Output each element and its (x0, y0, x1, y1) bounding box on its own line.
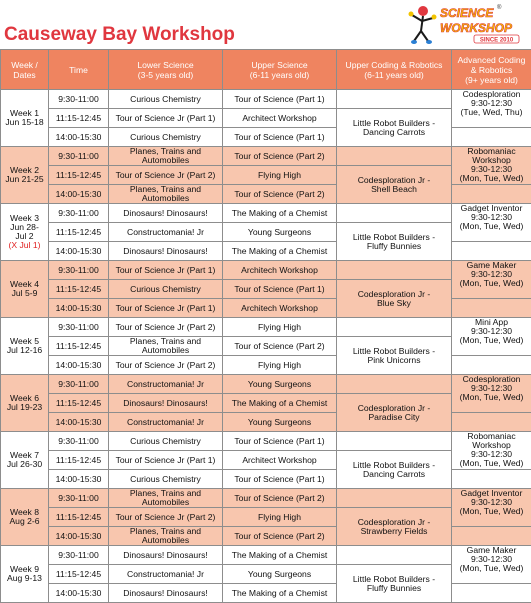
coding-empty-cell (337, 318, 452, 337)
week-label-line: Jul 12-16 (3, 346, 46, 355)
upper-science-cell: Flying High (223, 318, 337, 337)
week-label-cell (1, 318, 49, 375)
week-label-cell (1, 147, 49, 204)
table-row (1, 128, 531, 147)
advanced-coding-line: Gadget Inventor (454, 489, 529, 498)
lower-science-cell: Tour of Science Jr (Part 2) (109, 318, 223, 337)
week-label-line: Jul 26-30 (3, 460, 46, 469)
lower-science-cell: Constructomania! Jr (109, 565, 223, 584)
header-row (1, 50, 531, 90)
coding-robotics-line: Little Robot Builders - (339, 575, 449, 584)
coding-robotics-cell (337, 451, 452, 489)
upper-science-cell: Tour of Science (Part 2) (223, 337, 337, 356)
week-label-line: Jun 28- (3, 223, 46, 232)
coding-robotics-line: Strawberry Fields (339, 527, 449, 536)
coding-empty-cell (337, 90, 452, 109)
advanced-empty-cell (452, 527, 531, 546)
upper-science-cell: Tour of Science (Part 1) (223, 128, 337, 147)
time-cell: 11:15-12:45 (49, 109, 109, 128)
time-cell: 11:15-12:45 (49, 337, 109, 356)
upper-science-cell: The Making of a Chemist (223, 394, 337, 413)
coding-robotics-line: Dancing Carrots (339, 470, 449, 479)
coding-robotics-line: Paradise City (339, 413, 449, 422)
coding-empty-cell (337, 204, 452, 223)
advanced-coding-line: Robomaniac (454, 147, 529, 156)
time-cell: 14:00-15:30 (49, 413, 109, 432)
upper-science-cell: The Making of a Chemist (223, 546, 337, 565)
table-row (1, 356, 531, 375)
lower-science-cell: Curious Chemistry (109, 280, 223, 299)
table-row (1, 413, 531, 432)
table-row (1, 508, 531, 527)
upper-science-cell: Architect Workshop (223, 451, 337, 470)
lower-science-cell: Tour of Science Jr (Part 2) (109, 166, 223, 185)
coding-robotics-cell (337, 565, 452, 603)
advanced-coding-line: (Mon, Tue, Wed) (454, 393, 529, 402)
lower-science-cell: Dinosaurs! Dinosaurs! (109, 584, 223, 603)
week-note: (X Jul 1) (3, 241, 46, 250)
coding-robotics-line: Codesploration Jr - (339, 404, 449, 413)
lower-science-header-ages: (3-5 years old) (111, 70, 220, 80)
advanced-empty-cell (452, 299, 531, 318)
svg-text:WORKSHOP: WORKSHOP (440, 21, 513, 35)
coding-robotics-cell (337, 337, 452, 375)
page-title: Causeway Bay Workshop (4, 24, 235, 46)
upper-science-cell: Tour of Science (Part 1) (223, 470, 337, 489)
table-row (1, 470, 531, 489)
advanced-coding-line: Workshop (454, 156, 529, 165)
upper-science-cell: The Making of a Chemist (223, 584, 337, 603)
lower-science-cell: Tour of Science Jr (Part 2) (109, 508, 223, 527)
time-cell: 11:15-12:45 (49, 508, 109, 527)
advanced-coding-header-line1: Advanced Coding (454, 55, 529, 65)
svg-text:®: ® (497, 4, 502, 11)
advanced-coding-cell (452, 432, 531, 470)
advanced-empty-cell (452, 413, 531, 432)
lower-science-cell: Planes, Trains and Automobiles (109, 337, 223, 356)
time-cell: 14:00-15:30 (49, 128, 109, 147)
table-row (1, 318, 531, 337)
lower-science-cell: Tour of Science Jr (Part 1) (109, 261, 223, 280)
time-cell: 11:15-12:45 (49, 280, 109, 299)
upper-science-cell: Tour of Science (Part 2) (223, 527, 337, 546)
coding-robotics-header (337, 50, 452, 90)
advanced-coding-line: (Tue, Wed, Thu) (454, 108, 529, 117)
advanced-coding-line: 9:30-12:30 (454, 450, 529, 459)
week-label-line: Week 6 (3, 394, 46, 403)
coding-robotics-header-ages: (6-11 years old) (339, 70, 449, 80)
week-label-line: Jun 15-18 (3, 118, 46, 127)
lower-science-cell: Planes, Trains and Automobiles (109, 489, 223, 508)
advanced-coding-line: Mini App (454, 318, 529, 327)
time-header: Time (49, 50, 109, 90)
time-cell: 9:30-11:00 (49, 90, 109, 109)
coding-robotics-line: Blue Sky (339, 299, 449, 308)
upper-science-cell: The Making of a Chemist (223, 204, 337, 223)
coding-robotics-cell (337, 508, 452, 546)
dates-header-line: Dates (3, 70, 46, 80)
advanced-empty-cell (452, 356, 531, 375)
advanced-coding-header-ages: (9+ years old) (454, 75, 529, 85)
time-cell: 11:15-12:45 (49, 166, 109, 185)
table-row (1, 337, 531, 356)
lower-science-cell: Constructomania! Jr (109, 223, 223, 242)
advanced-coding-line: Game Maker (454, 261, 529, 270)
lower-science-cell: Planes, Trains and Automobiles (109, 147, 223, 166)
table-row (1, 147, 531, 166)
time-cell: 14:00-15:30 (49, 470, 109, 489)
coding-empty-cell (337, 546, 452, 565)
upper-science-cell: Young Surgeons (223, 565, 337, 584)
time-cell: 14:00-15:30 (49, 356, 109, 375)
upper-science-cell: Architech Workshop (223, 299, 337, 318)
advanced-coding-line: (Mon, Tue, Wed) (454, 459, 529, 468)
week-label-cell (1, 432, 49, 489)
coding-robotics-line: Little Robot Builders - (339, 461, 449, 470)
advanced-coding-line: (Mon, Tue, Wed) (454, 222, 529, 231)
time-cell: 14:00-15:30 (49, 299, 109, 318)
time-cell: 14:00-15:30 (49, 185, 109, 204)
upper-science-cell: Architect Workshop (223, 109, 337, 128)
week-label-line: Aug 9-13 (3, 574, 46, 583)
lower-science-cell: Planes, Trains and Automobiles (109, 527, 223, 546)
week-label-line: Aug 2-6 (3, 517, 46, 526)
upper-science-cell: Young Surgeons (223, 413, 337, 432)
time-cell: 14:00-15:30 (49, 527, 109, 546)
advanced-coding-line: Workshop (454, 441, 529, 450)
time-cell: 9:30-11:00 (49, 432, 109, 451)
table-row (1, 394, 531, 413)
coding-robotics-cell (337, 394, 452, 432)
upper-science-cell: Tour of Science (Part 2) (223, 489, 337, 508)
lower-science-cell: Tour of Science Jr (Part 1) (109, 451, 223, 470)
week-label-line: Week 7 (3, 451, 46, 460)
upper-science-cell: Tour of Science (Part 1) (223, 432, 337, 451)
coding-robotics-line: Codesploration Jr - (339, 176, 449, 185)
upper-science-cell: Tour of Science (Part 2) (223, 185, 337, 204)
advanced-empty-cell (452, 128, 531, 147)
advanced-coding-cell (452, 147, 531, 185)
coding-robotics-line: Fluffy Bunnies (339, 584, 449, 593)
upper-science-header-title: Upper Science (225, 60, 334, 70)
coding-robotics-cell (337, 166, 452, 204)
week-label-cell (1, 90, 49, 147)
time-cell: 11:15-12:45 (49, 394, 109, 413)
time-cell: 11:15-12:45 (49, 565, 109, 584)
advanced-coding-cell (452, 318, 531, 356)
week-label-cell (1, 204, 49, 261)
coding-robotics-line: Dancing Carrots (339, 128, 449, 137)
time-cell: 14:00-15:30 (49, 242, 109, 261)
lower-science-cell: Dinosaurs! Dinosaurs! (109, 242, 223, 261)
coding-robotics-line: Codesploration Jr - (339, 518, 449, 527)
advanced-coding-line: (Mon, Tue, Wed) (454, 279, 529, 288)
advanced-coding-line: Gadget Inventor (454, 204, 529, 213)
advanced-coding-line: 9:30-12:30 (454, 498, 529, 507)
lower-science-header-title: Lower Science (111, 60, 220, 70)
table-row (1, 375, 531, 394)
coding-robotics-line: Little Robot Builders - (339, 347, 449, 356)
table-row (1, 185, 531, 204)
table-row (1, 451, 531, 470)
advanced-coding-line: (Mon, Tue, Wed) (454, 174, 529, 183)
upper-science-cell: Architech Workshop (223, 261, 337, 280)
lower-science-header (109, 50, 223, 90)
upper-science-cell: Young Surgeons (223, 375, 337, 394)
time-cell: 9:30-11:00 (49, 546, 109, 565)
advanced-coding-cell (452, 489, 531, 527)
lower-science-cell: Curious Chemistry (109, 432, 223, 451)
coding-empty-cell (337, 489, 452, 508)
table-row (1, 280, 531, 299)
advanced-coding-line: 9:30-12:30 (454, 99, 529, 108)
time-cell: 9:30-11:00 (49, 318, 109, 337)
advanced-coding-line: Robomaniac (454, 432, 529, 441)
table-row (1, 527, 531, 546)
table-row (1, 223, 531, 242)
advanced-coding-header-line2: & Robotics (454, 65, 529, 75)
coding-empty-cell (337, 261, 452, 280)
table-row (1, 546, 531, 565)
time-cell: 9:30-11:00 (49, 375, 109, 394)
table-row (1, 432, 531, 451)
upper-science-cell: Young Surgeons (223, 223, 337, 242)
advanced-empty-cell (452, 185, 531, 204)
coding-robotics-cell (337, 109, 452, 147)
lower-science-cell: Dinosaurs! Dinosaurs! (109, 204, 223, 223)
lower-science-cell: Constructomania! Jr (109, 375, 223, 394)
advanced-coding-line: 9:30-12:30 (454, 213, 529, 222)
lower-science-cell: Tour of Science Jr (Part 2) (109, 356, 223, 375)
advanced-coding-line: 9:30-12:30 (454, 165, 529, 174)
lower-science-cell: Tour of Science Jr (Part 1) (109, 109, 223, 128)
time-cell: 14:00-15:30 (49, 584, 109, 603)
advanced-coding-line: 9:30-12:30 (454, 384, 529, 393)
week-label-line: Jul 5-9 (3, 289, 46, 298)
science-workshop-logo (404, 0, 529, 48)
coding-empty-cell (337, 432, 452, 451)
lower-science-cell: Curious Chemistry (109, 90, 223, 109)
upper-science-cell: Flying High (223, 508, 337, 527)
coding-robotics-line: Little Robot Builders - (339, 119, 449, 128)
schedule-body (1, 90, 531, 603)
lower-science-cell: Curious Chemistry (109, 470, 223, 489)
advanced-coding-cell (452, 204, 531, 242)
lower-science-cell: Planes, Trains and Automobiles (109, 185, 223, 204)
time-cell: 9:30-11:00 (49, 261, 109, 280)
table-row (1, 204, 531, 223)
coding-robotics-line: Pink Unicorns (339, 356, 449, 365)
advanced-empty-cell (452, 470, 531, 489)
advanced-coding-line: 9:30-12:30 (454, 327, 529, 336)
table-row (1, 261, 531, 280)
week-label-line: Jul 19-23 (3, 403, 46, 412)
time-cell: 9:30-11:00 (49, 147, 109, 166)
upper-science-cell: Tour of Science (Part 1) (223, 90, 337, 109)
week-label-line: Week 1 (3, 109, 46, 118)
coding-robotics-line: Little Robot Builders - (339, 233, 449, 242)
table-row (1, 565, 531, 584)
advanced-coding-line: 9:30-12:30 (454, 270, 529, 279)
week-label-cell (1, 489, 49, 546)
advanced-coding-cell (452, 90, 531, 128)
advanced-coding-line: Game Maker (454, 546, 529, 555)
week-label-line: Week 5 (3, 337, 46, 346)
upper-science-cell: Flying High (223, 356, 337, 375)
coding-robotics-cell (337, 280, 452, 318)
coding-empty-cell (337, 147, 452, 166)
svg-text:SCIENCE: SCIENCE (440, 6, 494, 20)
upper-science-header-ages: (6-11 years old) (225, 70, 334, 80)
week-label-line: Week 2 (3, 166, 46, 175)
advanced-coding-line: 9:30-12:30 (454, 555, 529, 564)
week-label-line: Week 4 (3, 280, 46, 289)
advanced-empty-cell (452, 242, 531, 261)
lower-science-cell: Constructomania! Jr (109, 413, 223, 432)
advanced-coding-cell (452, 546, 531, 584)
coding-robotics-line: Shell Beach (339, 185, 449, 194)
advanced-coding-line: Codesploration (454, 375, 529, 384)
advanced-coding-line: (Mon, Tue, Wed) (454, 507, 529, 516)
lower-science-cell: Dinosaurs! Dinosaurs! (109, 546, 223, 565)
time-cell: 11:15-12:45 (49, 451, 109, 470)
week-label-cell (1, 261, 49, 318)
table-row (1, 299, 531, 318)
table-row (1, 109, 531, 128)
table-row (1, 489, 531, 508)
coding-robotics-line: Fluffy Bunnies (339, 242, 449, 251)
advanced-coding-line: (Mon, Tue, Wed) (454, 564, 529, 573)
week-dates-header (1, 50, 49, 90)
week-header-line: Week / (3, 60, 46, 70)
lower-science-cell: Curious Chemistry (109, 128, 223, 147)
upper-science-cell: Flying High (223, 166, 337, 185)
coding-empty-cell (337, 375, 452, 394)
week-label-cell (1, 375, 49, 432)
week-label-line: Week 3 (3, 214, 46, 223)
upper-science-header (223, 50, 337, 90)
week-label-line: Jun 21-25 (3, 175, 46, 184)
week-label-cell (1, 546, 49, 603)
svg-text:SINCE 2010: SINCE 2010 (480, 38, 514, 44)
table-row (1, 90, 531, 109)
time-cell: 9:30-11:00 (49, 489, 109, 508)
upper-science-cell: The Making of a Chemist (223, 242, 337, 261)
week-label-line: Jul 2 (3, 232, 46, 241)
schedule-table (0, 49, 531, 603)
coding-robotics-cell (337, 223, 452, 261)
upper-science-cell: Tour of Science (Part 2) (223, 147, 337, 166)
advanced-coding-line: (Mon, Tue, Wed) (454, 336, 529, 345)
table-row (1, 242, 531, 261)
time-cell: 9:30-11:00 (49, 204, 109, 223)
coding-robotics-header-title: Upper Coding & Robotics (339, 60, 449, 70)
coding-robotics-line: Codesploration Jr - (339, 290, 449, 299)
table-row (1, 166, 531, 185)
week-label-line: Week 8 (3, 508, 46, 517)
lower-science-cell: Dinosaurs! Dinosaurs! (109, 394, 223, 413)
advanced-coding-line: Codesploration (454, 90, 529, 99)
time-cell: 11:15-12:45 (49, 223, 109, 242)
lower-science-cell: Tour of Science Jr (Part 1) (109, 299, 223, 318)
advanced-coding-cell (452, 375, 531, 413)
upper-science-cell: Tour of Science (Part 1) (223, 280, 337, 299)
advanced-coding-header (452, 50, 531, 90)
advanced-coding-cell (452, 261, 531, 299)
week-label-line: Week 9 (3, 565, 46, 574)
science-workshop-logo-graphic (404, 0, 529, 48)
